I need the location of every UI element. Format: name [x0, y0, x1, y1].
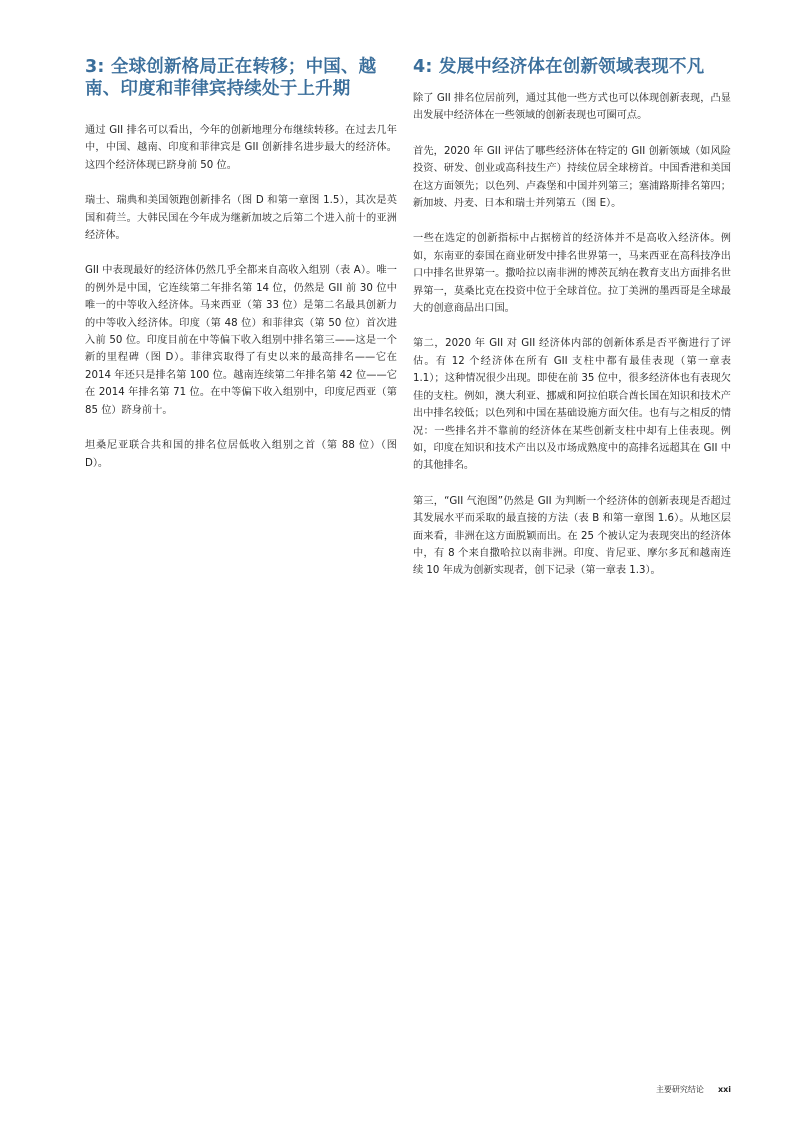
paragraph: 通过 GII 排名可以看出，今年的创新地理分布继续转移。在过去几年中，中国、越南、印度和菲律宾是 GII 创新排名进步最大的经济体。这四个经济体现已跻身前 50 位。 [85, 125, 397, 171]
paragraph: 除了 GII 排名位居前列，通过其他一些方式也可以体现创新表现，凸显出发展中经济体在一些领域的创新表现也可圈可点。 [413, 93, 731, 122]
paragraph: 一些在选定的创新指标中占据榜首的经济体并不是高收入经济体。例如，东南亚的泰国在商业研发中排名世界第一，马来西亚在高科技净出口中排名世界第一。撒哈拉以南非洲的博茨瓦纳在教育支出方面排名世界第一，莫桑比克在投资中位于全球首位。拉丁美洲的墨西哥是全球最大的创意商品出口国。 [413, 233, 731, 315]
paragraph: 坦桑尼亚联合共和国的排名位居低收入组别之首（第 88 位）（图 D）。 [85, 440, 397, 469]
page-number: xxi [717, 1085, 731, 1094]
paragraph: 瑞士、瑞典和美国领跑创新排名（图 D 和第一章图 1.5），其次是英国和荷兰。大韩民国在今年成为继新加坡之后第二个进入前十的亚洲经济体。 [85, 195, 397, 242]
left-column [85, 56, 397, 490]
paragraph: GII 中表现最好的经济体仍然几乎全都来自高收入组别（表 A）。唯一的例外是中国，它连续第二年排名第 14 位，仍然是 GII 前 30 位中唯一的中等收入经济体。马来西亚（第 33 位）是第二名最具创新力的中等收入经济体。印度（第 48 位）和菲律宾（第 50 位）首次进入前 50 位。印度目前在中等偏下收入组别中排名第三——这是一个新的里程碑（图 D）。菲律宾取得了有史以来的最高排名——它在 2014 年还只是排名第 100 位。越南连续第二年排名第 42 位——它在 2014 年排名第 71 位。在中等偏下收入组别中，印度尼西亚（第 85 位）跻身前十。 [85, 265, 397, 416]
footer-section-title: 主要研究结论 [655, 1085, 704, 1094]
page-footer [656, 1084, 731, 1095]
paragraph: 第二，2020 年 GII 对 GII 经济体内部的创新体系是否平衡进行了评估。有 12 个经济体在所有 GII 支柱中都有最佳表现（第一章表 1.1）；这种情况很少出现。即使在前 35 位中，很多经济体也有表现欠佳的支柱。例如，澳大利亚、挪威和阿拉伯联合酋长国在知识和技术产出中排名较低；以色列和中国在基础设施方面欠佳。也有与之相反的情况：一些排名并不靠前的经济体在某些创新支柱中却有上佳表现。例如，印度在知识和技术产出以及市场成熟度中的高排名远超其在 GII 中的其他排名。 [413, 338, 731, 472]
paragraph: 首先，2020 年 GII 评估了哪些经济体在特定的 GII 创新领域（如风险投资、研发、创业或高科技生产）持续位居全球榜首。中国香港和美国在这方面领先；以色列、卢森堡和中国并列第三；塞浦路斯排名第四；新加坡、丹麦、日本和瑞士并列第五（图 E）。 [413, 145, 731, 210]
right-column [413, 56, 731, 598]
section-3-heading: 3: 全球创新格局正在转移；中国、越南、印度和菲律宾持续处于上升期 [85, 57, 377, 99]
section-4-heading: 4: 发展中经济体在创新领域表现不凡 [413, 57, 705, 77]
paragraph: 第三，“GII 气泡图”仍然是 GII 为判断一个经济体的创新表现是否超过其发展水平而采取的最直接的方法（表 B 和第一章图 1.6）。从地区层面来看，非洲在这方面脱颖而出。在 25 个被认定为表现突出的经济体中，有 8 个来自撒哈拉以南非洲。印度、肯尼亚、摩尔多瓦和越南连续 10 年成为创新实现者，创下记录（第一章表 1.3）。 [413, 495, 731, 577]
